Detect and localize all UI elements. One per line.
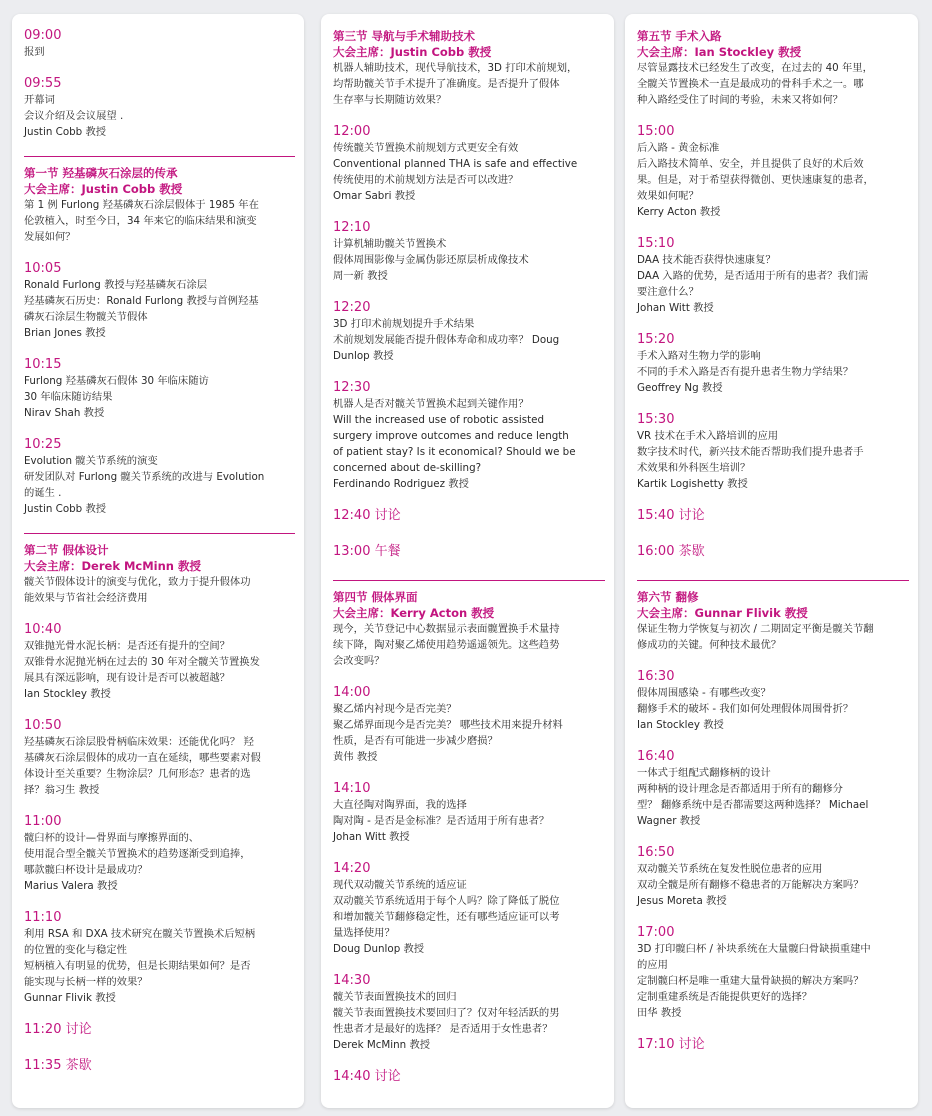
item-line: 双动髋关节系统在复发性脱位患者的应用 <box>637 863 823 875</box>
item-time: 16:50 <box>637 845 675 860</box>
item-line: Johan Witt 教授 <box>637 302 714 314</box>
schedule-item <box>333 220 605 284</box>
schedule-item <box>333 973 605 1053</box>
description-line: 种入路经受住了时间的考验，未来又将如何？ <box>637 94 843 106</box>
item-line: 传统使用的术前规划方法是否可以改进？ <box>333 174 519 186</box>
item-line: 一体式于组配式翻修柄的设计 <box>637 767 771 779</box>
break-item: 16:00 茶歇 <box>637 544 705 559</box>
item-line: 黄伟 教授 <box>333 751 378 763</box>
description-line: 保证生物力学恢复与初次 / 二期固定平衡是髋关节翻 <box>637 623 874 635</box>
session-description <box>333 621 605 669</box>
description-line: 续下降，陶对聚乙烯使用趋势遥遥领先。这些趋势 <box>333 639 560 651</box>
item-line: 定制髋臼杯是唯一重建大量骨缺损的解决方案吗？ <box>637 975 864 987</box>
item-line: Kerry Acton 教授 <box>637 206 721 218</box>
item-time: 14:20 <box>333 861 371 876</box>
item-line: 使用混合型全髋关节置换术的趋势逐渐受到追捧， <box>24 848 251 860</box>
item-line: Justin Cobb 教授 <box>24 503 107 515</box>
item-time: 14:00 <box>333 685 371 700</box>
break-item: 12:40 讨论 <box>333 508 401 523</box>
session-header <box>333 580 605 669</box>
item-line: VR 技术在手术入路培训的应用 <box>637 430 779 442</box>
item-line: concerned about de-skilling? <box>333 462 482 474</box>
item-line: 30 年临床随访结果 <box>24 391 113 403</box>
schedule-item <box>333 861 605 957</box>
session-title: 第六节 翻修 <box>637 590 699 604</box>
description-line: 会改变吗？ <box>333 655 385 667</box>
description-line: 尽管显露技术已经发生了改变，在过去的 40 年里， <box>637 62 873 74</box>
item-line: Jesus Moreta 教授 <box>637 895 727 907</box>
item-line: 性质，是否有可能进一步减少磨损？ <box>333 735 498 747</box>
break-item: 11:20 讨论 <box>24 1022 92 1037</box>
description-line: 发展如何？ <box>24 231 76 243</box>
item-line: 短柄植入有明显的优势，但是长期结果如何？是否 <box>24 960 251 972</box>
description-line: 修成功的关键。何种技术最优？ <box>637 639 782 651</box>
item-line: 和增加髋关节翻修稳定性，还有哪些适应证可以考 <box>333 911 560 923</box>
item-time: 14:10 <box>333 781 371 796</box>
item-line: 机器人是否对髋关节置换术起到关键作用？ <box>333 398 529 410</box>
item-time: 12:10 <box>333 220 371 235</box>
schedule-column-2 <box>321 14 614 1108</box>
schedule-column-1 <box>12 14 304 1108</box>
item-line: 3D 打印术前规划提升手术结果 <box>333 318 475 330</box>
item-line: 型？ 翻修系统中是否都需要这两种选择？ Michael <box>637 799 869 811</box>
session-title: 第三节 导航与手术辅助技术 <box>333 29 476 43</box>
session-chair: 大会主席：Justin Cobb 教授 <box>24 182 183 196</box>
item-line: 性患者才是最好的选择？ 是否适用于女性患者？ <box>333 1023 553 1035</box>
session-header <box>333 28 605 108</box>
session-chair: 大会主席：Justin Cobb 教授 <box>333 45 492 59</box>
schedule-item <box>637 749 909 829</box>
item-time: 15:30 <box>637 412 675 427</box>
item-line: Marius Valera 教授 <box>24 880 118 892</box>
item-line: 基磷灰石涂层假体的成功一直在延续，哪些要素对假 <box>24 752 261 764</box>
item-line: 手术入路对生物力学的影响 <box>637 350 761 362</box>
break-item: 11:35 茶歇 <box>24 1058 92 1073</box>
item-line: 周一新 教授 <box>333 270 388 282</box>
description-line: 现今，关节登记中心数据显示表面髋置换手术量持 <box>333 623 560 635</box>
item-line: Furlong 羟基磷灰石假体 30 年临床随访 <box>24 375 209 387</box>
item-line: 利用 RSA 和 DXA 技术研究在髋关节置换术后短柄 <box>24 928 256 940</box>
item-line: 展具有深远影响，现有设计是否可以被超越？ <box>24 672 230 684</box>
item-line: DAA 技术能否获得快速康复？ <box>637 254 776 266</box>
item-line: 报到 <box>24 46 45 58</box>
break-item: 13:00 午餐 <box>333 544 401 559</box>
item-time: 15:20 <box>637 332 675 347</box>
item-line: Kartik Logishetty 教授 <box>637 478 748 490</box>
item-time: 12:00 <box>333 124 371 139</box>
item-line: Doug Dunlop 教授 <box>333 943 425 955</box>
item-line: 假体周围影像与金属伪影还原层析成像技术 <box>333 254 529 266</box>
session-header <box>24 533 295 606</box>
item-line: 翻修手术的破坏 - 我们如何处理假体周围骨折？ <box>637 703 854 715</box>
item-time: 11:10 <box>24 910 62 925</box>
schedule-item <box>637 332 909 396</box>
item-line: 体设计至关重要？生物涂层？几何形态？患者的选 <box>24 768 251 780</box>
schedule-item <box>24 437 295 517</box>
item-line: 定制重建系统是否能提供更好的选择？ <box>637 991 813 1003</box>
item-line: Omar Sabri 教授 <box>333 190 416 202</box>
schedule-item <box>637 925 909 1021</box>
description-line: 生存率与长期随访效果？ <box>333 94 447 106</box>
item-line: Wagner 教授 <box>637 815 701 827</box>
session-description <box>637 60 909 108</box>
description-line: 均帮助髋关节手术提升了准确度。是否提升了假体 <box>333 78 560 90</box>
item-line: Evolution 髋关节系统的演变 <box>24 455 158 467</box>
schedule-item <box>333 124 605 204</box>
schedule-item <box>24 76 295 140</box>
item-line: DAA 入路的优势，是否适用于所有的患者？我们需 <box>637 270 869 282</box>
item-line: 后入路 - 黄金标准 <box>637 142 720 154</box>
schedule-item <box>637 412 909 492</box>
session-header <box>637 28 909 108</box>
break-item: 14:40 讨论 <box>333 1069 401 1084</box>
break-item: 17:10 讨论 <box>637 1037 705 1052</box>
schedule-item <box>24 261 295 341</box>
item-line: 不同的手术入路是否有提升患者生物力学结果？ <box>637 366 854 378</box>
item-line: 传统髋关节置换术前规划方式更安全有效 <box>333 142 519 154</box>
item-line: 羟基磷灰石历史：Ronald Furlong 教授与首例羟基 <box>24 295 259 307</box>
item-time: 10:25 <box>24 437 62 452</box>
break-item: 15:40 讨论 <box>637 508 705 523</box>
item-line: 聚乙烯界面现今是否完美？ 哪些技术用来提升材料 <box>333 719 563 731</box>
item-time: 09:00 <box>24 28 62 43</box>
session-chair: 大会主席：Gunnar Flivik 教授 <box>637 606 808 620</box>
item-line: 效果如何呢？ <box>637 190 699 202</box>
item-line: 的位置的变化与稳定性 <box>24 944 127 956</box>
item-line: 术效果和外科医生培训？ <box>637 462 751 474</box>
schedule-item <box>637 669 909 733</box>
session-header <box>637 580 909 653</box>
item-line: 后入路技术简单、安全，并且提供了良好的术后效 <box>637 158 864 170</box>
schedule-item <box>24 28 295 60</box>
item-line: 大直径陶对陶界面，我的选择 <box>333 799 467 811</box>
item-time: 16:40 <box>637 749 675 764</box>
item-line: Will the increased use of robotic assisted <box>333 414 545 426</box>
item-line: Brian Jones 教授 <box>24 327 106 339</box>
session-description <box>333 60 605 108</box>
item-line: 择？翁习生 教授 <box>24 784 100 796</box>
session-header <box>24 156 295 245</box>
session-description <box>24 574 295 606</box>
item-line: Justin Cobb 教授 <box>24 126 107 138</box>
schedule-item <box>24 814 295 894</box>
session-description <box>637 621 909 653</box>
description-line: 伦敦植入，时至今日，34 年来它的临床结果和演变 <box>24 215 257 227</box>
item-line: 双动全髋是所有翻修不稳患者的万能解决方案吗？ <box>637 879 864 891</box>
item-line: 能实现与长柄一样的效果？ <box>24 976 148 988</box>
session-title: 第二节 假体设计 <box>24 543 109 557</box>
item-line: 假体周围感染 - 有哪些改变？ <box>637 687 771 699</box>
item-line: 双动髋关节系统适用于每个人吗？除了降低了脱位 <box>333 895 560 907</box>
item-line: 两种柄的设计理念是否都适用于所有的翻修分 <box>637 783 843 795</box>
item-line: 术前规划发展能否提升假体寿命和成功率？ Doug <box>333 334 560 346</box>
item-line: Geoffrey Ng 教授 <box>637 382 723 394</box>
item-line: 聚乙烯内衬现今是否完美？ <box>333 703 457 715</box>
item-time: 15:00 <box>637 124 675 139</box>
schedule-item <box>333 300 605 364</box>
item-time: 10:40 <box>24 622 62 637</box>
item-line: 3D 打印髋臼杯 / 补块系统在大量髋臼骨缺损重建中 <box>637 943 871 955</box>
item-line: surgery improve outcomes and reduce length <box>333 430 569 442</box>
item-time: 10:05 <box>24 261 62 276</box>
item-line: 要注意什么？ <box>637 286 699 298</box>
item-line: 的应用 <box>637 959 668 971</box>
schedule-item <box>24 357 295 421</box>
item-line: of patient stay? Is it economical? Should we be <box>333 446 576 458</box>
session-chair: 大会主席：Kerry Acton 教授 <box>333 606 495 620</box>
description-line: 全髋关节置换术一直是最成功的骨科手术之一。哪 <box>637 78 864 90</box>
schedule-column-3 <box>625 14 918 1108</box>
item-line: 髋臼杯的设计—骨界面与摩擦界面的、 <box>24 832 200 844</box>
item-time: 10:15 <box>24 357 62 372</box>
item-time: 17:00 <box>637 925 675 940</box>
item-line: 果。但是，对于希望获得微创、更快速康复的患者， <box>637 174 874 186</box>
item-line: Ian Stockley 教授 <box>24 688 111 700</box>
schedule-item <box>24 718 295 798</box>
session-chair: 大会主席：Derek McMinn 教授 <box>24 559 201 573</box>
item-line: Dunlop 教授 <box>333 350 394 362</box>
session-title: 第五节 手术入路 <box>637 29 722 43</box>
item-line: Derek McMinn 教授 <box>333 1039 431 1051</box>
item-line: Ferdinando Rodriguez 教授 <box>333 478 469 490</box>
item-line: 的诞生 . <box>24 487 62 499</box>
item-time: 09:55 <box>24 76 62 91</box>
item-line: 哪款髋臼杯设计是最成功？ <box>24 864 148 876</box>
item-line: Johan Witt 教授 <box>333 831 410 843</box>
schedule-item <box>637 845 909 909</box>
item-line: 计算机辅助髋关节置换术 <box>333 238 447 250</box>
session-chair: 大会主席：Ian Stockley 教授 <box>637 45 802 59</box>
item-time: 14:30 <box>333 973 371 988</box>
schedule-item <box>333 781 605 845</box>
item-line: 羟基磷灰石涂层股骨柄临床效果：还能优化吗？ 羟 <box>24 736 254 748</box>
item-line: 磷灰石涂层生物髋关节假体 <box>24 311 148 323</box>
description-line: 机器人辅助技术，现代导航技术，3D 打印术前规划， <box>333 62 578 74</box>
item-line: 数字技术时代，新兴技术能否帮助我们提升患者手 <box>637 446 864 458</box>
item-time: 11:00 <box>24 814 62 829</box>
schedule-item <box>24 910 295 1006</box>
schedule-item <box>333 380 605 492</box>
item-line: Ronald Furlong 教授与羟基磷灰石涂层 <box>24 279 208 291</box>
item-line: 会议介绍及会议展望 . <box>24 110 124 122</box>
item-line: Ian Stockley 教授 <box>637 719 724 731</box>
item-line: Conventional planned THA is safe and effective <box>333 158 578 170</box>
session-title: 第一节 羟基磷灰石涂层的传承 <box>24 166 178 180</box>
item-line: 田华 教授 <box>637 1007 682 1019</box>
item-line: 双锥抛光骨水泥长柄：是否还有提升的空间？ <box>24 640 230 652</box>
item-time: 12:20 <box>333 300 371 315</box>
item-time: 15:10 <box>637 236 675 251</box>
item-line: 现代双动髋关节系统的适应证 <box>333 879 467 891</box>
item-line: Gunnar Flivik 教授 <box>24 992 116 1004</box>
item-line: 陶对陶 - 是否是金标准？是否适用于所有患者？ <box>333 815 550 827</box>
session-description <box>24 197 295 245</box>
item-line: 量选择使用？ <box>333 927 395 939</box>
description-line: 能效果与节省社会经济费用 <box>24 592 148 604</box>
session-title: 第四节 假体界面 <box>333 590 418 604</box>
item-line: 开幕词 <box>24 94 55 106</box>
schedule-item <box>637 236 909 316</box>
schedule-item <box>333 685 605 765</box>
description-line: 第 1 例 Furlong 羟基磷灰石涂层假体于 1985 年在 <box>24 199 259 211</box>
item-time: 16:30 <box>637 669 675 684</box>
item-line: 髋关节表面置换技术要回归了？仅对年轻活跃的男 <box>333 1007 560 1019</box>
schedule-item <box>24 622 295 702</box>
item-line: 髋关节表面置换技术的回归 <box>333 991 457 1003</box>
item-time: 12:30 <box>333 380 371 395</box>
item-line: 双锥骨水泥抛光柄在过去的 30 年对全髋关节置换发 <box>24 656 260 668</box>
item-time: 10:50 <box>24 718 62 733</box>
item-line: 研发团队对 Furlong 髋关节系统的改进与 Evolution <box>24 471 265 483</box>
schedule-item <box>637 124 909 220</box>
item-line: Nirav Shah 教授 <box>24 407 105 419</box>
description-line: 髋关节假体设计的演变与优化，致力于提升假体功 <box>24 576 251 588</box>
